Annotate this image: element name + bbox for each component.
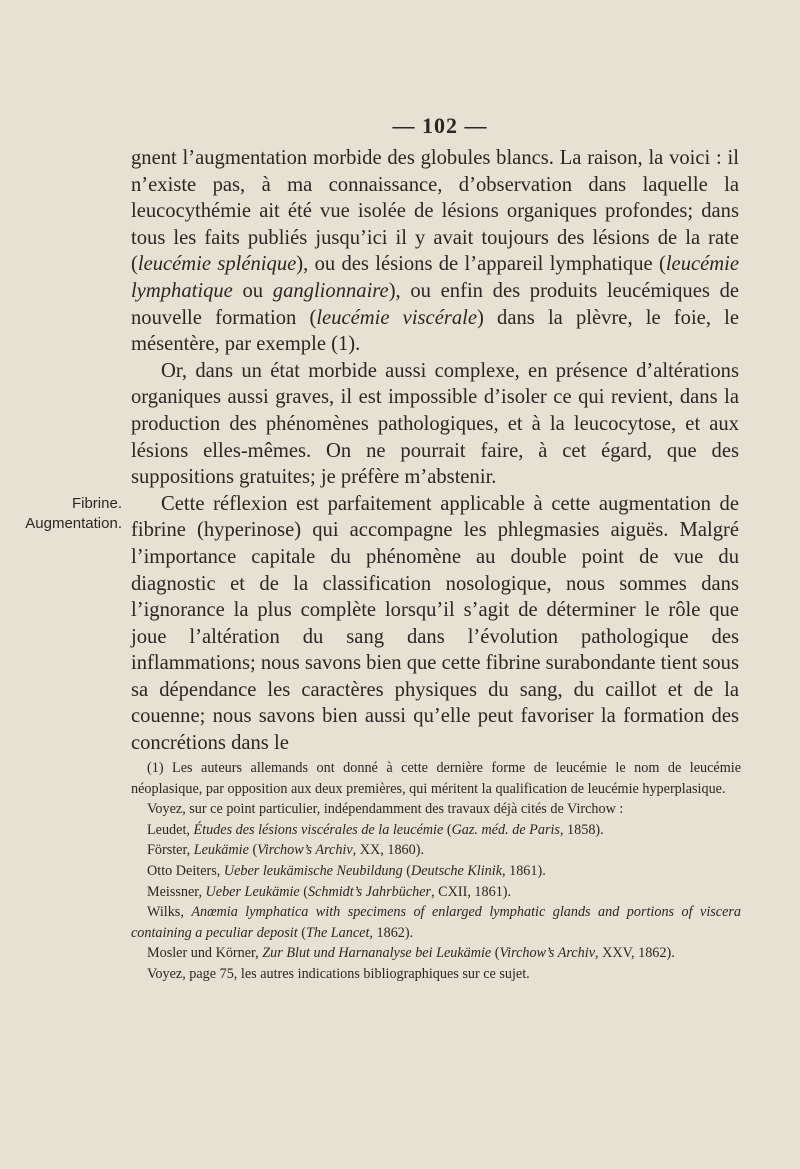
- footnote-intro: Voyez, sur ce point particulier, indépendamment des travaux déjà cités de Virchow :: [147, 801, 624, 818]
- paragraph-3: Cette réflexion est parfaitement applicable à cette augmentation de fibrine (hyperinose) qui accompagne les phlegmasies aiguës. Malgré l’importance capitale du phénomène au double point de vue du diagnostic et de la classification nosologique, nous sommes dans l’ignorance la plus complète lorsqu’il s’agit de déterminer le rôle que joue l’altération du sang dans l’évolution pathologique des inflammations; nous savons bien que cette fibrine surabondante tient sous sa dépendance les caractères physiques du sang, du caillot et de la couenne; nous savons bien aussi qu’elle peut favoriser la formation des concrétions dans le: [131, 492, 739, 755]
- text: ) dans la plèvre, le foie, le mésentère, par exemple (1).: [131, 306, 740, 356]
- italic-term: leucémie splénique: [137, 253, 297, 276]
- ref-journal: Virchow’s Archiv: [257, 842, 353, 859]
- ref-title: Zur Blut und Harnanalyse bei Leukämie: [262, 945, 492, 962]
- ref-journal: Gaz. méd. de Paris: [451, 821, 560, 838]
- margin-note: [0, 494, 122, 534]
- ref-leudet: [131, 820, 741, 841]
- ref-punct: (: [402, 862, 411, 879]
- ref-punct: (: [491, 945, 500, 962]
- ref-wilks: [131, 902, 741, 943]
- ref-date: , 1861).: [502, 862, 546, 879]
- ref-punct: (: [297, 924, 306, 941]
- text: ou: [232, 279, 273, 302]
- ref-journal: Deutsche Klinik: [411, 862, 503, 879]
- ref-date: , 1858).: [559, 821, 604, 838]
- ref-journal: Schmidt’s Jahrbücher: [308, 883, 432, 900]
- ref-meissner: [131, 882, 741, 903]
- text: ), ou enfin des produits leucémiques de nouvelle formation (: [131, 279, 740, 329]
- ref-author: Mosler und Körner,: [147, 945, 263, 962]
- paragraph-2: Or, dans un état morbide aussi complexe, en présence d’altérations organiques aussi graves, il est impossible d’isoler ce qui revient, dans la production des phénomènes pathologiques, et à la leucocytose, et aux lésions elles-mêmes. On ne pourrait faire, à cet égard, que des suppositions gratuites; je préfère m’abstenir.: [131, 359, 739, 489]
- ref-punct: (: [248, 842, 258, 859]
- ref-author: Leudet,: [147, 821, 194, 838]
- ref-date: , 1862).: [369, 924, 414, 941]
- text: gnent l’augmentation morbide des globules blancs. La raison, la voici : il n’existe pas, à ma connaissance, d’observation dans laquelle la leucocythémie ait été vue isolée de lésions organiques profondes; dans tous les faits publiés jusqu’ici il y avait toujours des lésions de la rate (: [131, 147, 739, 276]
- italic-term: ganglionnaire: [272, 279, 389, 302]
- ref-punct: (: [443, 821, 452, 838]
- footnote-1: (1) Les auteurs allemands ont donné à cette dernière forme de leucémie le nom de leucémie néoplasique, par opposition aux deux premières, qui méritent la qualification de leucémie hyperplasique.: [131, 760, 741, 797]
- ref-deiters: [131, 861, 741, 882]
- ref-journal: Virchow’s Archiv: [499, 945, 596, 962]
- ref-date: , CXII, 1861).: [431, 883, 512, 900]
- ref-date: , XXV, 1862).: [595, 945, 675, 962]
- ref-mosler: [131, 943, 741, 964]
- ref-forster: [131, 840, 741, 861]
- text: ), ou des lésions de l’appareil lymphatique (: [296, 253, 666, 276]
- ref-author: Meissner,: [147, 883, 206, 900]
- ref-title: Leukämie: [193, 842, 249, 859]
- ref-date: , XX, 1860).: [352, 842, 424, 859]
- margin-note-line-2: Augmentation.: [25, 515, 122, 532]
- ref-title: Ueber leukämische Neubildung: [223, 862, 403, 879]
- footnotes: [131, 758, 741, 985]
- margin-note-line-1: Fibrine.: [71, 495, 122, 512]
- main-text: [131, 145, 739, 757]
- italic-term: leucémie lymphatique: [131, 253, 740, 302]
- footnote-last: Voyez, page 75, les autres indications bibliographiques sur ce sujet.: [147, 965, 530, 982]
- ref-author: Otto Deiters,: [147, 862, 224, 879]
- ref-journal: The Lancet: [305, 924, 370, 941]
- ref-title: Études des lésions viscérales de la leucémie: [193, 821, 444, 838]
- ref-title: Anœmia lymphatica with specimens of enlarged lymphatic glands and portions of viscera containing a peculiar deposit: [131, 904, 741, 941]
- ref-author: Wilks,: [147, 904, 192, 921]
- page-number: — 102 —: [392, 113, 488, 138]
- ref-author: Förster,: [147, 842, 194, 859]
- ref-punct: (: [299, 883, 308, 900]
- ref-title: Ueber Leukämie: [205, 883, 300, 900]
- italic-term: leucémie viscérale: [316, 306, 478, 329]
- paragraph-1: [131, 145, 739, 358]
